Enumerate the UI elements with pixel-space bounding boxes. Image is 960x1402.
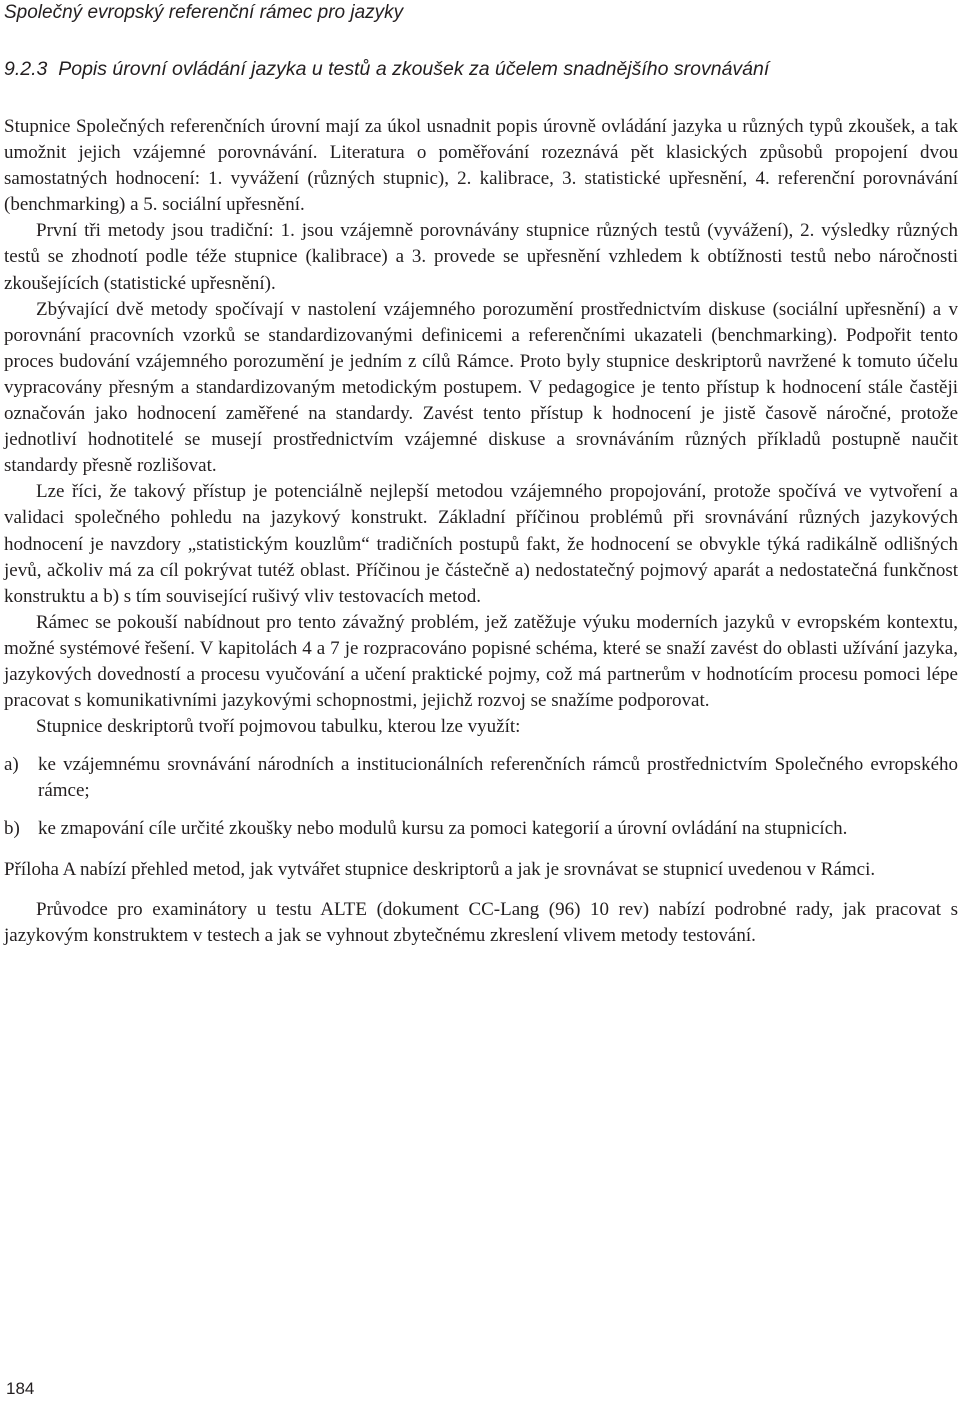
- section-heading: [4, 56, 769, 82]
- list-marker: b): [4, 818, 20, 840]
- paragraph-3: Zbývající dvě metody spočívají v nastolení vzájemného porozumění prostřednictvím diskuse (sociální upřesnění) a v porovnání pracovních vzorků se standardizovanými definicemi a referenčními ukazateli (benchmarking). Podpořit tento proces budování vzájemného porozumění je jedním z cílů Rámce. Proto byly stupnice deskriptorů navržené k tomuto účelu vypracovány přesným a standardizovaným metodickým postupem. V pedagogice je tento přístup k hodnocení stále častěji označován jako hodnocení zaměřené na standardy. Zavést tento přístup k hodnocení je jistě časově náročné, protože jednotliví hodnotitelé se musejí prostřednictvím vzájemné diskuse a srovnáváním různých příkladů postupně naučit standardy přesně rozlišovat.: [4, 298, 958, 477]
- section-number: 9.2.3: [4, 58, 48, 80]
- section-title-text: Popis úrovní ovládání jazyka u testů a zkoušek za účelem snadnějšího srovnávání: [58, 58, 770, 80]
- list-item-text: ke zmapování cíle určité zkoušky nebo modulů kursu za pomoci kategorií a úrovní ovládání na stupnicích.: [38, 818, 848, 840]
- list-item: [4, 752, 958, 804]
- list-marker: a): [4, 754, 19, 776]
- paragraph-2: První tři metody jsou tradiční: 1. jsou vzájemně porovnávány stupnice různých testů (vyvážení), 2. výsledky různých testů se zhodnotí podle téže stupnice (kalibrace) a 3. provede se upřesnění vzhledem k obtížnosti testů nebo náročnosti zkoušejících (statistické upřesnění).: [4, 220, 958, 294]
- appendix-note: Příloha A nabízí přehled metod, jak vytvářet stupnice deskriptorů a jak je srovnávat se stupnicí uvedenou v Rámci.: [4, 858, 876, 880]
- paragraph-1: Stupnice Společných referenčních úrovní mají za úkol usnadnit popis úrovně ovládání jazyka u různých typů zkoušek, a tak umožnit jejich vzájemné porovnávání. Literatura o poměřování rozeznává pět klasických způsobů propojení dvou samostatných hodnocení: 1. vyvážení (různých stupnic), 2. kalibrace, 3. statistické upřesnění, 4. referenční porovnávání (benchmarking) a 5. sociální upřesnění.: [4, 116, 958, 216]
- paragraph-5: Rámec se pokouší nabídnout pro tento závažný problém, jež zatěžuje výuku moderních jazyků v evropském kontextu, možné systémové řešení. V kapitolách 4 a 7 je rozpracováno popisné schéma, které se snaží zavést do oblasti užívání jazyka, jazykových dovedností a procesu vyučování a učení praktické pojmy, což má partnerům v hodnotícím procesu pomoci lépe pracovat s komunikativními jazykovými schopnostmi, jejichž rozvoj se snažíme podporovat.: [4, 611, 958, 712]
- alte-guide-note: Průvodce pro examinátory u testu ALTE (dokument CC-Lang (96) 10 rev) nabízí podrobné rady, jak pracovat s jazykovým konstruktem v testech a jak se vyhnout zbytečnému zkreslení vlivem metody testování.: [4, 898, 958, 946]
- paragraph-4: Lze říci, že takový přístup je potenciálně nejlepší metodou vzájemného propojování, protože spočívá ve vytvoření a validaci společného pohledu na jazykový konstrukt. Základní příčinou problémů při srovnávání různých jazykových hodnocení je navzdory „statistickým kouzlům“ tradičních postupů fakt, že hodnocení se obvykle týká radikálně odlišných jevů, ačkoliv má za cíl pokrývat tutéž oblast. Příčinou je částečně a) nedostatečný pojmový aparát a nedostatečná funkčnost konstruktu a b) s tím související rušivý vliv testovacích metod.: [4, 481, 958, 607]
- usage-list: [4, 752, 958, 842]
- page-number: 184: [6, 1379, 35, 1398]
- body-text: [4, 114, 958, 949]
- list-item-text: ke vzájemnému srovnávání národních a institucionálních referenčních rámců prostřednictvím Společného evropského rámce;: [38, 754, 958, 802]
- running-head: Společný evropský referenční rámec pro jazyky: [4, 2, 404, 23]
- paragraph-6: Stupnice deskriptorů tvoří pojmovou tabulku, kterou lze využít:: [36, 716, 521, 738]
- list-item: [4, 816, 958, 842]
